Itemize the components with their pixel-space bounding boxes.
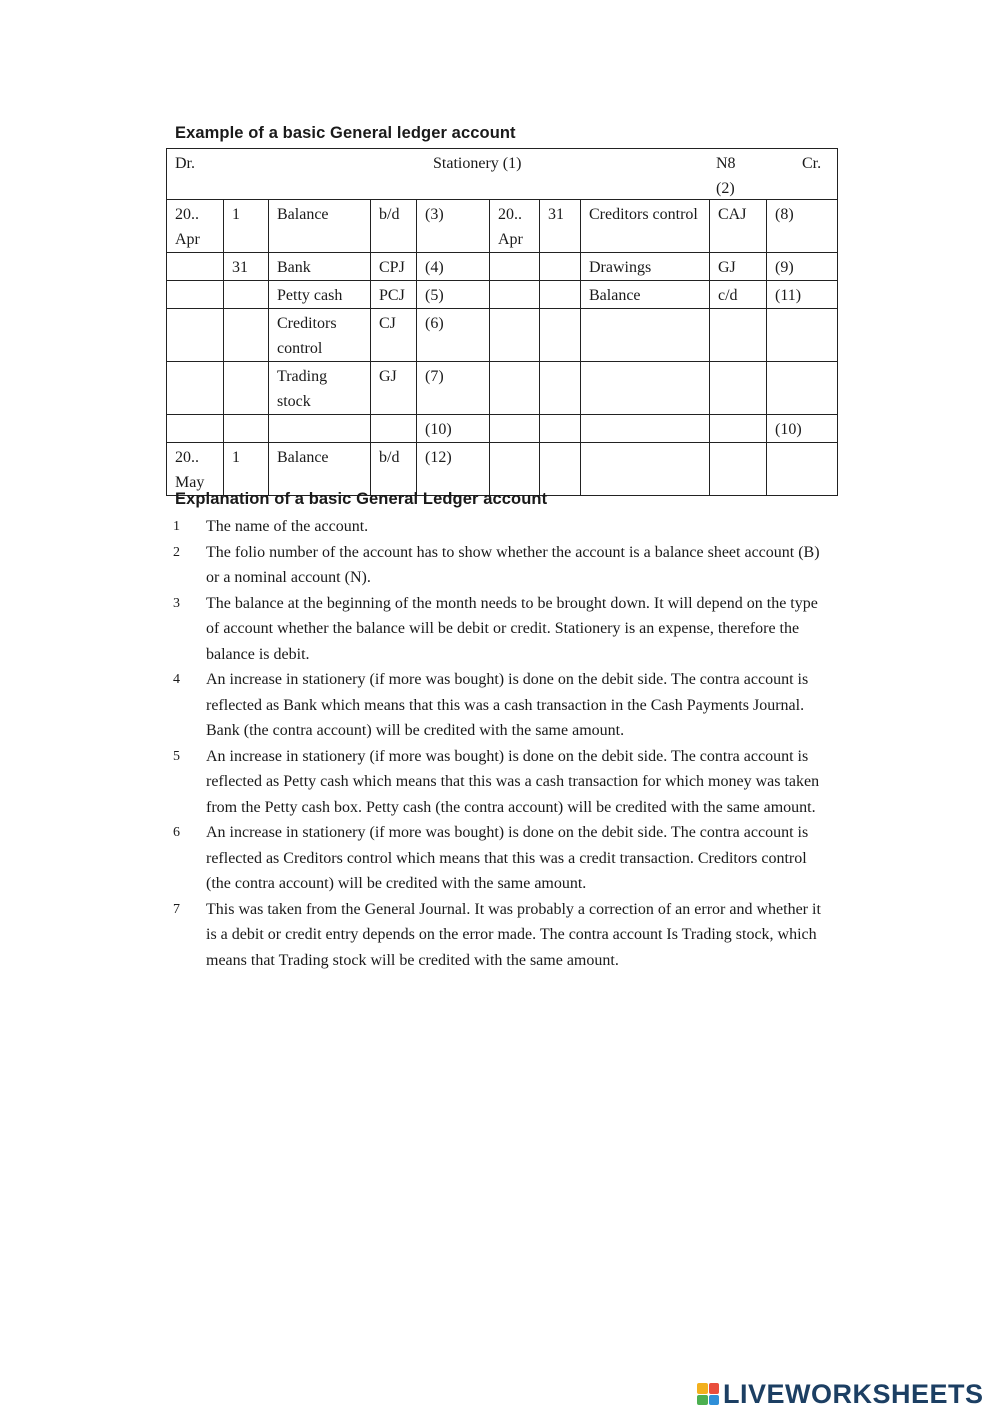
- credit-amount-cell: (11): [767, 281, 838, 309]
- ledger-example-title: Example of a basic General ledger account: [175, 124, 516, 142]
- debit-details-cell: Balance: [269, 443, 371, 496]
- credit-folio-cell: [710, 443, 767, 496]
- credit-folio-cell: GJ: [710, 253, 767, 281]
- logo-square: [697, 1395, 708, 1406]
- credit-details-cell: [581, 362, 710, 415]
- credit-label: Cr.: [802, 155, 822, 172]
- credit-date-cell: [490, 253, 540, 281]
- credit-amount-cell: (8): [767, 200, 838, 253]
- explanation-text: This was taken from the General Journal. It was probably a correction of an error and whether it is a debit or credit entry depends on the error made. The contra account Is Trading stock, which means that Trading stock will be credited with the same amount.: [206, 900, 821, 969]
- logo-square: [709, 1383, 720, 1394]
- debit-amount-cell: (4): [417, 253, 490, 281]
- liveworksheets-logo-icon: [697, 1383, 719, 1405]
- explanation-number: 3: [173, 595, 180, 611]
- credit-folio-cell: [710, 415, 767, 443]
- debit-folio-cell: b/d: [371, 200, 417, 253]
- credit-folio-cell: CAJ: [710, 200, 767, 253]
- ledger-row: [167, 443, 838, 496]
- credit-date-cell: [490, 309, 540, 362]
- credit-day-cell: [540, 443, 581, 496]
- debit-date-cell: [167, 253, 224, 281]
- credit-day-cell: 31: [540, 200, 581, 253]
- credit-day-cell: [540, 309, 581, 362]
- explanation-item: [173, 744, 833, 821]
- credit-date-cell: [490, 362, 540, 415]
- explanation-text: The name of the account.: [206, 518, 369, 535]
- ledger-row: [167, 200, 838, 253]
- explanation-item: [173, 897, 833, 974]
- ledger-row: [167, 309, 838, 362]
- debit-details-cell: Trading stock: [269, 362, 371, 415]
- credit-amount-cell: [767, 443, 838, 496]
- debit-amount-cell: (3): [417, 200, 490, 253]
- folio-number: N8: [716, 155, 736, 172]
- explanation-number: 4: [173, 672, 180, 687]
- debit-day-cell: [224, 281, 269, 309]
- ledger-header: [167, 149, 838, 200]
- debit-date-cell: [167, 309, 224, 362]
- debit-day-cell: [224, 415, 269, 443]
- account-name: Stationery (1): [433, 155, 522, 172]
- explanation-item: [173, 667, 833, 744]
- explanation-item: [173, 591, 833, 668]
- explanation-number: 1: [173, 519, 180, 534]
- credit-details-cell: Creditors control: [581, 200, 710, 253]
- debit-day-cell: [224, 309, 269, 362]
- explanation-number: 5: [173, 748, 180, 764]
- debit-folio-cell: [371, 415, 417, 443]
- explanation-text: An increase in stationery (if more was bought) is done on the debit side. The contra account is reflected as Petty cash which means that this was a cash transaction for which money was taken from the Petty cash box. Petty cash (the contra account) will be credited with the same amount.: [206, 747, 820, 816]
- credit-folio-cell: [710, 309, 767, 362]
- ledger-row: [167, 281, 838, 309]
- ledger-row: [167, 415, 838, 443]
- credit-date-cell: [490, 281, 540, 309]
- explanation-text: An increase in stationery (if more was bought) is done on the debit side. The contra account is reflected as Bank which means that this was a cash transaction in the Cash Payments Journal. Bank (the contra account) will be credited with the same amount.: [206, 671, 809, 739]
- debit-day-cell: [224, 362, 269, 415]
- credit-date-cell: 20.. Apr: [490, 200, 540, 253]
- explanation-text: An increase in stationery (if more was bought) is done on the debit side. The contra account is reflected as Creditors control which means that this was a credit transaction. Creditors control (the contra account) will be credited with the same amount.: [206, 824, 809, 892]
- explanation-item: [173, 514, 833, 540]
- debit-folio-cell: b/d: [371, 443, 417, 496]
- debit-details-cell: Petty cash: [269, 281, 371, 309]
- debit-folio-cell: GJ: [371, 362, 417, 415]
- debit-details-cell: Creditors control: [269, 309, 371, 362]
- debit-date-cell: [167, 281, 224, 309]
- explanation-item: [173, 820, 833, 897]
- debit-date-cell: 20.. May: [167, 443, 224, 496]
- credit-day-cell: [540, 253, 581, 281]
- debit-details-cell: Balance: [269, 200, 371, 253]
- logo-square: [697, 1383, 708, 1394]
- explanation-item: [173, 540, 833, 591]
- debit-date-cell: 20.. Apr: [167, 200, 224, 253]
- credit-day-cell: [540, 362, 581, 415]
- debit-amount-cell: (5): [417, 281, 490, 309]
- general-ledger-table: [166, 148, 838, 496]
- explanation-list: [173, 514, 833, 973]
- credit-amount-cell: [767, 362, 838, 415]
- debit-details-cell: Bank: [269, 253, 371, 281]
- folio-note: (2): [716, 180, 735, 197]
- credit-details-cell: Balance: [581, 281, 710, 309]
- credit-details-cell: [581, 309, 710, 362]
- debit-date-cell: [167, 415, 224, 443]
- explanation-text: The balance at the beginning of the month needs to be brought down. It will depend on the type of account whether the balance will be debit or credit. Stationery is an expense, therefore the balance is debit.: [206, 594, 818, 663]
- credit-folio-cell: [710, 362, 767, 415]
- credit-date-cell: [490, 415, 540, 443]
- explanation-text: The folio number of the account has to show whether the account is a balance sheet account (B) or a nominal account (N).: [206, 543, 820, 586]
- credit-details-cell: [581, 443, 710, 496]
- ledger-row: [167, 253, 838, 281]
- credit-date-cell: [490, 443, 540, 496]
- explanation-title: Explanation of a basic General Ledger account: [175, 490, 548, 508]
- debit-details-cell: [269, 415, 371, 443]
- liveworksheets-logo: [697, 1378, 984, 1410]
- credit-day-cell: [540, 415, 581, 443]
- debit-day-cell: 1: [224, 443, 269, 496]
- explanation-number: 6: [173, 825, 180, 840]
- ledger-row: [167, 362, 838, 415]
- explanation-number: 7: [173, 901, 180, 917]
- debit-date-cell: [167, 362, 224, 415]
- debit-folio-cell: CPJ: [371, 253, 417, 281]
- debit-label: Dr.: [175, 155, 195, 172]
- credit-folio-cell: c/d: [710, 281, 767, 309]
- debit-day-cell: 31: [224, 253, 269, 281]
- debit-amount-cell: (7): [417, 362, 490, 415]
- credit-day-cell: [540, 281, 581, 309]
- debit-folio-cell: PCJ: [371, 281, 417, 309]
- debit-amount-cell: (12): [417, 443, 490, 496]
- credit-details-cell: Drawings: [581, 253, 710, 281]
- debit-amount-cell: (10): [417, 415, 490, 443]
- credit-amount-cell: (9): [767, 253, 838, 281]
- debit-day-cell: 1: [224, 200, 269, 253]
- explanation-number: 2: [173, 544, 180, 560]
- credit-amount-cell: [767, 309, 838, 362]
- credit-details-cell: [581, 415, 710, 443]
- brand-name: LIVEWORKSHEETS: [723, 1378, 984, 1409]
- credit-amount-cell: (10): [767, 415, 838, 443]
- debit-folio-cell: CJ: [371, 309, 417, 362]
- logo-square: [709, 1395, 720, 1406]
- debit-amount-cell: (6): [417, 309, 490, 362]
